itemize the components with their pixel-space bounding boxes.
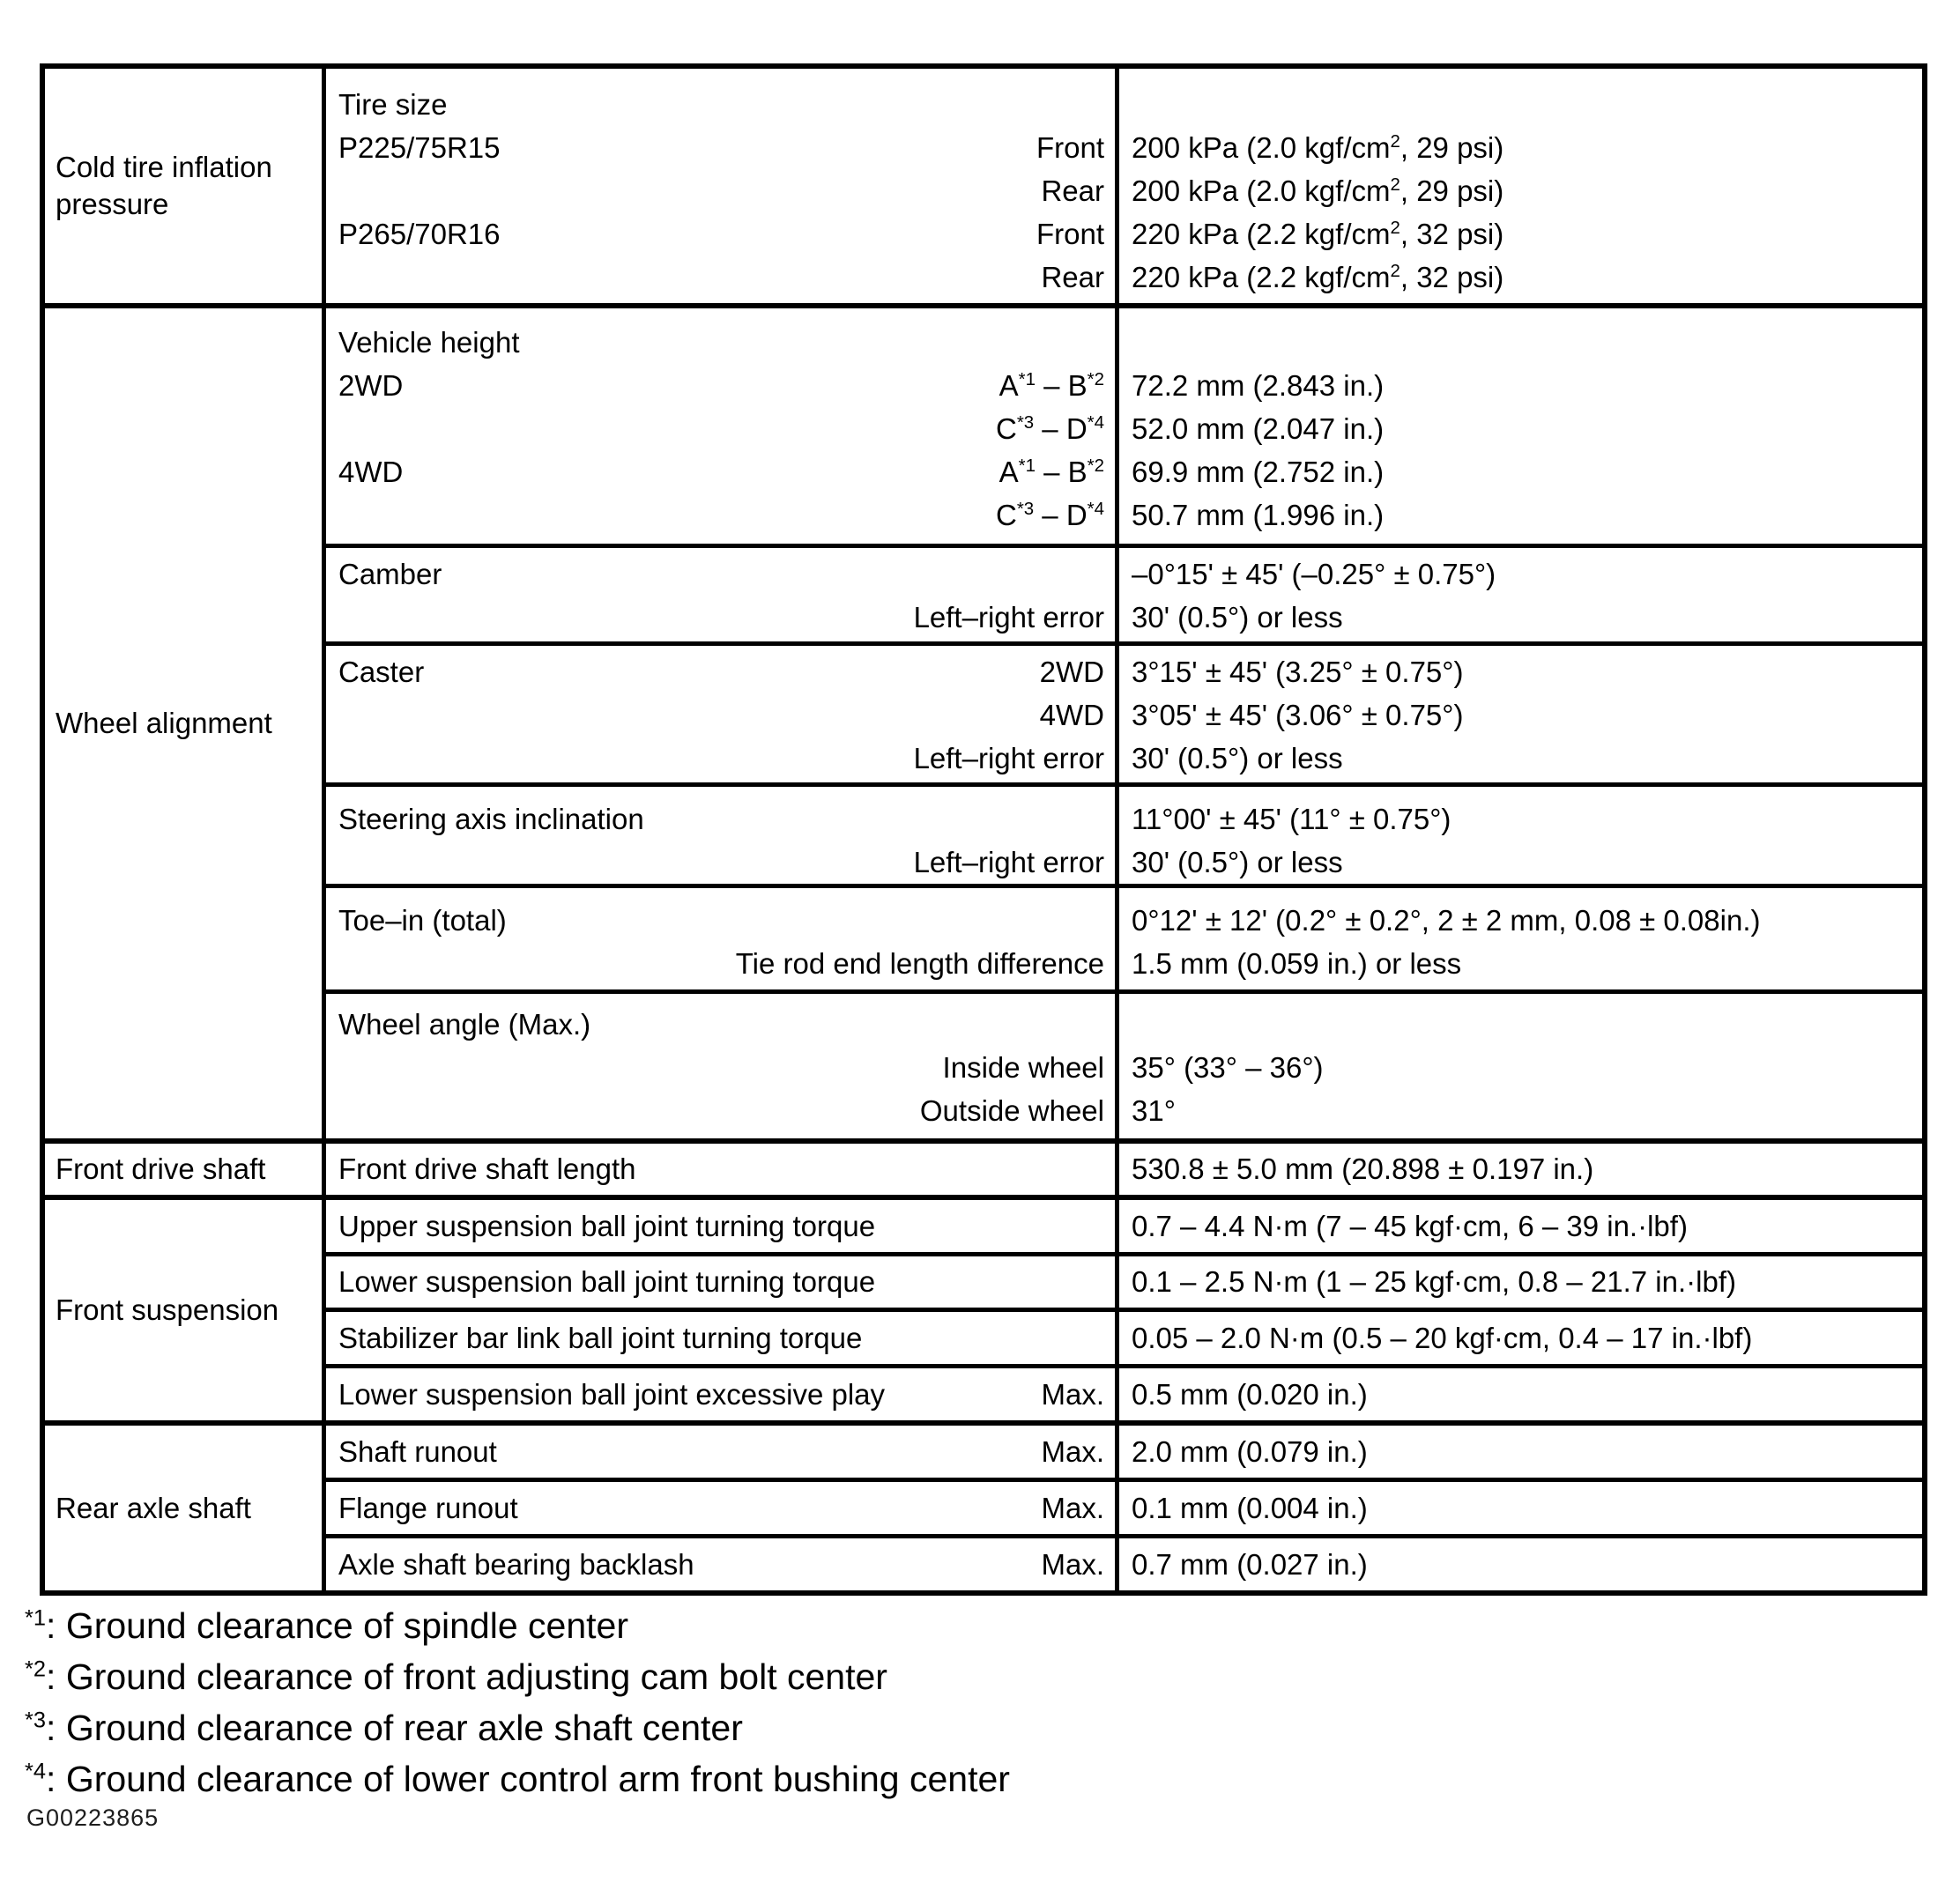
spec-value-line (1132, 737, 1917, 780)
spec-qualifier-text: 2WD (1039, 655, 1104, 688)
spec-value-line (1132, 1543, 1917, 1586)
spec-value-line (1132, 841, 1917, 884)
spec-value-line (1132, 1089, 1917, 1132)
spec-value-cell (1119, 1538, 1922, 1590)
spec-qualifier-text: Tie rod end length difference (735, 946, 1104, 980)
spec-value-text: 3°05' ± 45' (3.06° ± 0.75°) (1132, 698, 1464, 731)
spec-name-text: 4WD (338, 455, 404, 488)
spec-value-line (1132, 364, 1917, 407)
spec-name-line (338, 212, 1104, 256)
specifications-table (40, 63, 1927, 1596)
spec-name-cell (326, 1538, 1119, 1590)
spec-name-line (338, 450, 1104, 493)
section-body (326, 308, 1922, 1138)
section-body (326, 69, 1922, 303)
section-label-text: Cold tire inflation pressure (56, 151, 272, 220)
spec-value-cell (1119, 1426, 1922, 1478)
table-row (326, 1256, 1922, 1312)
spec-qualifier-text: Max. (1041, 1547, 1104, 1581)
spec-value-cell (1119, 888, 1922, 989)
spec-value-line (1132, 1204, 1917, 1248)
table-row (326, 888, 1922, 994)
spec-name-cell (326, 1482, 1119, 1534)
spec-name-text: Caster (338, 655, 425, 688)
spec-value-line (1132, 450, 1917, 493)
spec-name-line (338, 596, 1104, 639)
spec-value-cell (1119, 1482, 1922, 1534)
spec-qualifier-text: 4WD (1039, 698, 1104, 731)
spec-value-line (1132, 552, 1917, 596)
spec-name-cell (326, 994, 1119, 1138)
table-row (326, 787, 1922, 888)
spec-value-text: 0°12' ± 12' (0.2° ± 0.2°, 2 ± 2 mm, 0.08 ± 0.08in.) (1132, 903, 1761, 937)
section-label (45, 1200, 326, 1420)
spec-value-text: 3°15' ± 45' (3.25° ± 0.75°) (1132, 655, 1464, 688)
section-body (326, 1200, 1922, 1420)
spec-name-cell (326, 1200, 1119, 1252)
section-cold-tire-inflation-pressure (45, 69, 1922, 308)
spec-qualifier-text: Left–right error (913, 741, 1104, 774)
spec-value-text: 0.7 – 4.4 N·m (7 – 45 kgf·cm, 6 – 39 in.·lbf) (1132, 1209, 1688, 1242)
spec-qualifier-text: Left–right error (913, 845, 1104, 878)
spec-name-line (338, 1089, 1104, 1132)
spec-name-line (338, 942, 1104, 985)
spec-value-text: 11°00' ± 45' (11° ± 0.75°) (1132, 802, 1451, 835)
spec-qualifier-text: $A^{*1} - B^{*2}$ (999, 368, 1104, 402)
spec-value-text: 0.5 mm (0.020 in.) (1132, 1377, 1368, 1411)
spec-value-text: 530.8 ± 5.0 mm (20.898 ± 0.197 in.) (1132, 1152, 1594, 1185)
spec-name-text: Lower suspension ball joint turning torque (338, 1265, 876, 1298)
spec-value-line (1132, 407, 1917, 450)
spec-value-cell (1119, 1200, 1922, 1252)
spec-name-text: Toe–in (total) (338, 903, 507, 937)
spec-qualifier-text: Left–right error (913, 600, 1104, 634)
spec-value-cell (1119, 1368, 1922, 1420)
table-row (326, 1482, 1922, 1538)
spec-name-cell (326, 1312, 1119, 1364)
spec-value-cell (1119, 69, 1922, 303)
spec-name-text: Steering axis inclination (338, 802, 644, 835)
spec-name-cell (326, 1426, 1119, 1478)
spec-value-cell (1119, 787, 1922, 884)
spec-name-cell (326, 308, 1119, 544)
spec-name-text: Lower suspension ball joint excessive play (338, 1377, 886, 1411)
spec-name-line (338, 83, 1104, 126)
spec-name-line (338, 1261, 1104, 1304)
section-body (326, 1426, 1922, 1590)
spec-value-cell (1119, 548, 1922, 641)
section-label-text: Wheel alignment (56, 707, 272, 739)
spec-name-text: Axle shaft bearing backlash (338, 1547, 694, 1581)
spec-name-line (338, 1148, 1104, 1191)
spec-name-line (338, 126, 1104, 169)
spec-name-line (338, 256, 1104, 299)
spec-name-cell (326, 69, 1119, 303)
section-wheel-alignment (45, 308, 1922, 1144)
spec-value-line (1132, 596, 1917, 639)
section-label-text: Front suspension (56, 1293, 279, 1326)
spec-value-line (1132, 1003, 1917, 1046)
spec-value-text: 220 kPa (2.2 kgf/$cm^2$, 32 psi) (1132, 217, 1504, 250)
section-body (326, 1144, 1922, 1195)
spec-value-line (1132, 321, 1917, 364)
spec-qualifier-text: Outside wheel (919, 1093, 1104, 1127)
spec-value-line (1132, 1148, 1917, 1191)
spec-name-cell (326, 787, 1119, 884)
spec-value-text: 31° (1132, 1093, 1176, 1127)
spec-name-text: Upper suspension ball joint turning torque (338, 1209, 876, 1242)
spec-value-text: 2.0 mm (0.079 in.) (1132, 1434, 1368, 1468)
table-row (326, 1200, 1922, 1256)
footnotes (25, 1600, 1010, 1804)
footnote-3: $^{*3}$: Ground clearance of rear axle shaft center (25, 1708, 743, 1748)
spec-value-line (1132, 797, 1917, 841)
spec-value-line (1132, 1046, 1917, 1089)
spec-name-text: Stabilizer bar link ball joint turning torque (338, 1321, 863, 1354)
spec-qualifier-text: Rear (1041, 174, 1104, 207)
spec-name-line (338, 737, 1104, 780)
spec-name-text: Front drive shaft length (338, 1152, 636, 1185)
spec-name-text: Wheel angle (Max.) (338, 1007, 591, 1041)
spec-qualifier-text: Max. (1041, 1434, 1104, 1468)
spec-name-line (338, 899, 1104, 942)
spec-name-line (338, 1046, 1104, 1089)
table-row (326, 308, 1922, 548)
table-row (326, 646, 1922, 787)
section-label-text: Rear axle shaft (56, 1491, 251, 1524)
spec-name-line (338, 1543, 1104, 1586)
spec-name-line (338, 1430, 1104, 1473)
table-row (326, 1312, 1922, 1368)
spec-value-text: 220 kPa (2.2 kgf/$cm^2$, 32 psi) (1132, 260, 1504, 293)
spec-name-text: Flange runout (338, 1491, 518, 1524)
spec-name-text: Vehicle height (338, 325, 520, 359)
spec-name-cell (326, 1256, 1119, 1308)
spec-value-line (1132, 650, 1917, 693)
spec-qualifier-text: Max. (1041, 1491, 1104, 1524)
spec-value-text: –0°15' ± 45' (–0.25° ± 0.75°) (1132, 557, 1496, 590)
spec-value-text: 30' (0.5°) or less (1132, 845, 1343, 878)
spec-name-text: Camber (338, 557, 442, 590)
spec-value-text: 69.9 mm (2.752 in.) (1132, 455, 1385, 488)
spec-name-cell (326, 1368, 1119, 1420)
spec-name-line (338, 693, 1104, 737)
spec-name-line (338, 1373, 1104, 1416)
spec-value-line (1132, 83, 1917, 126)
spec-name-text: Shaft runout (338, 1434, 497, 1468)
spec-name-line (338, 650, 1104, 693)
spec-value-line (1132, 1261, 1917, 1304)
spec-name-cell (326, 888, 1119, 989)
spec-qualifier-text: $C^{*3} - D^{*4}$ (995, 411, 1104, 445)
spec-qualifier-text: Front (1036, 130, 1104, 164)
section-rear-axle-shaft (45, 1426, 1922, 1590)
spec-value-text: 35° (33° – 36°) (1132, 1050, 1324, 1084)
table-row (326, 1426, 1922, 1482)
spec-value-cell (1119, 1144, 1922, 1195)
spec-value-line (1132, 493, 1917, 537)
spec-name-cell (326, 548, 1119, 641)
spec-qualifier-text: $A^{*1} - B^{*2}$ (999, 455, 1104, 488)
table-row (326, 994, 1922, 1138)
spec-name-text: P265/70R16 (338, 217, 501, 250)
spec-value-text: 0.1 mm (0.004 in.) (1132, 1491, 1368, 1524)
spec-qualifier-text: Inside wheel (942, 1050, 1104, 1084)
spec-qualifier-text: Max. (1041, 1377, 1104, 1411)
spec-value-line (1132, 1316, 1917, 1360)
spec-qualifier-text: $C^{*3} - D^{*4}$ (995, 498, 1104, 531)
figure-code: G00223865 (26, 1804, 160, 1831)
spec-name-text: 2WD (338, 368, 404, 402)
table-row (326, 1538, 1922, 1590)
spec-name-line (338, 1486, 1104, 1530)
section-label (45, 1144, 326, 1195)
spec-name-line (338, 841, 1104, 884)
spec-name-line (338, 493, 1104, 537)
section-front-drive-shaft (45, 1144, 1922, 1200)
section-front-suspension (45, 1200, 1922, 1426)
spec-name-line (338, 552, 1104, 596)
spec-name-cell (326, 646, 1119, 782)
spec-value-line (1132, 212, 1917, 256)
spec-name-line (338, 1316, 1104, 1360)
spec-value-text: 0.1 – 2.5 N·m (1 – 25 kgf·cm, 0.8 – 21.7 in.·lbf) (1132, 1265, 1736, 1298)
spec-name-text: Tire size (338, 87, 448, 121)
section-label (45, 308, 326, 1138)
spec-value-text: 30' (0.5°) or less (1132, 600, 1343, 634)
spec-value-cell (1119, 994, 1922, 1138)
spec-value-cell (1119, 1312, 1922, 1364)
table-row (326, 69, 1922, 303)
section-label (45, 1426, 326, 1590)
spec-qualifier-text: Rear (1041, 260, 1104, 293)
table-row (326, 1144, 1922, 1195)
spec-value-line (1132, 169, 1917, 212)
table-row (326, 548, 1922, 646)
footnote-1: $^{*1}$: Ground clearance of spindle center (25, 1605, 628, 1646)
spec-name-line (338, 1204, 1104, 1248)
spec-value-text: 200 kPa (2.0 kgf/$cm^2$, 29 psi) (1132, 174, 1504, 207)
spec-value-line (1132, 899, 1917, 942)
spec-name-line (338, 407, 1104, 450)
spec-value-line (1132, 1486, 1917, 1530)
spec-value-text: 52.0 mm (2.047 in.) (1132, 411, 1385, 445)
spec-name-line (338, 169, 1104, 212)
spec-name-cell (326, 1144, 1119, 1195)
section-label-text: Front drive shaft (56, 1152, 266, 1185)
spec-value-line (1132, 942, 1917, 985)
spec-name-line (338, 797, 1104, 841)
spec-value-line (1132, 1373, 1917, 1416)
spec-value-text: 200 kPa (2.0 kgf/$cm^2$, 29 psi) (1132, 130, 1504, 164)
spec-value-text: 0.7 mm (0.027 in.) (1132, 1547, 1368, 1581)
spec-value-text: 50.7 mm (1.996 in.) (1132, 498, 1385, 531)
footnote-4: $^{*4}$: Ground clearance of lower control arm front bushing center (25, 1759, 1010, 1799)
spec-name-line (338, 321, 1104, 364)
spec-value-line (1132, 126, 1917, 169)
spec-value-text: 0.05 – 2.0 N·m (0.5 – 20 kgf·cm, 0.4 – 17 in.·lbf) (1132, 1321, 1753, 1354)
section-label (45, 69, 326, 303)
spec-value-line (1132, 693, 1917, 737)
spec-qualifier-text: Front (1036, 217, 1104, 250)
spec-value-text: 1.5 mm (0.059 in.) or less (1132, 946, 1462, 980)
spec-value-cell (1119, 308, 1922, 544)
spec-value-text: 72.2 mm (2.843 in.) (1132, 368, 1385, 402)
spec-name-line (338, 1003, 1104, 1046)
spec-name-line (338, 364, 1104, 407)
spec-value-text: 30' (0.5°) or less (1132, 741, 1343, 774)
spec-value-line (1132, 1430, 1917, 1473)
spec-value-cell (1119, 646, 1922, 782)
spec-name-text: P225/75R15 (338, 130, 501, 164)
table-row (326, 1368, 1922, 1420)
spec-value-line (1132, 256, 1917, 299)
spec-value-cell (1119, 1256, 1922, 1308)
footnote-2: $^{*2}$: Ground clearance of front adjusting cam bolt center (25, 1656, 887, 1697)
